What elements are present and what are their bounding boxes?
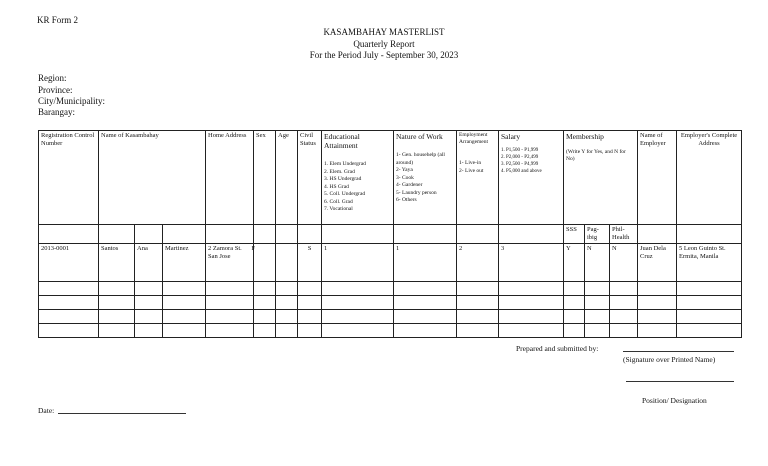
cell-first-name: Ana bbox=[135, 244, 163, 282]
work-option: 3- Cook bbox=[396, 174, 414, 181]
salary-option: 4. P5,000 and above bbox=[501, 169, 542, 174]
table-row bbox=[39, 324, 742, 338]
cell-civil-status: S bbox=[298, 244, 322, 282]
document-subtitle: Quarterly Report bbox=[353, 39, 415, 49]
date-line bbox=[58, 413, 186, 414]
header-educ-label: Educational Attainment bbox=[324, 132, 360, 150]
subheader-philhealth: Phil-Health bbox=[610, 225, 638, 244]
header-nature-label: Nature of Work bbox=[396, 132, 443, 141]
work-option: 2- Yaya bbox=[396, 167, 413, 173]
cell-philhealth: N bbox=[610, 244, 638, 282]
signature-line bbox=[623, 351, 734, 352]
header-salary-label: Salary bbox=[501, 132, 521, 141]
salary-option: 3. P2,500 - P4,999 bbox=[501, 162, 539, 167]
header-employer-name: Name of Employer bbox=[638, 131, 677, 225]
cell-home-address-text: 2 Zamora St. San Jose bbox=[208, 245, 242, 260]
header-row bbox=[39, 131, 742, 225]
city-label: City/Municipality: bbox=[38, 96, 105, 106]
header-salary bbox=[499, 131, 564, 225]
work-option: 4- Gardener bbox=[396, 182, 423, 188]
table-row bbox=[39, 296, 742, 310]
cell-educ: 1 bbox=[322, 244, 394, 282]
report-period: For the Period July - September 30, 2023 bbox=[309, 50, 459, 60]
salary-option: 2. P2,000 - P2,499 bbox=[501, 155, 539, 160]
form-code: KR Form 2 bbox=[37, 15, 79, 25]
header-civil: Civil Status bbox=[298, 131, 322, 225]
educ-option: 7. Vocational bbox=[324, 206, 353, 212]
header-nature bbox=[394, 131, 457, 225]
signature-caption: (Signature over Printed Name) bbox=[623, 355, 716, 364]
subheader-sss: SSS bbox=[564, 225, 585, 244]
header-name: Name of Kasambahay bbox=[99, 131, 206, 225]
employment-options bbox=[459, 160, 496, 175]
table-row bbox=[39, 244, 742, 282]
educ-option: 4. HS Grad bbox=[324, 183, 349, 190]
educ-option: 5. Coll. Undergrad bbox=[324, 191, 366, 197]
header-reg-no: Registration Control Number bbox=[39, 131, 99, 225]
cell-sex bbox=[254, 244, 276, 282]
province-label: Province: bbox=[38, 85, 73, 95]
subheader-pagibig: Pag-ibig bbox=[585, 225, 610, 244]
cell-employer-name: Juan Dela Cruz bbox=[638, 244, 677, 282]
header-membership-label: Membership bbox=[566, 132, 604, 141]
cell-sex-value: F bbox=[251, 245, 255, 252]
position-caption: Position/ Designation bbox=[642, 396, 707, 405]
cell-employment: 2 bbox=[457, 244, 499, 282]
header-employment bbox=[457, 131, 499, 225]
employment-option: 2- Live out bbox=[459, 167, 484, 174]
cell-sss: Y bbox=[564, 244, 585, 282]
cell-employer-address: 5 Leon Guinto St. Ermita, Manila bbox=[677, 244, 742, 282]
header-address: Home Address bbox=[206, 131, 254, 225]
educ-options bbox=[324, 161, 391, 214]
cell-reg-no: 2013-0001 bbox=[39, 244, 99, 282]
cell-age bbox=[276, 244, 298, 282]
salary-option: 1. P1,500 - P1,999 bbox=[501, 148, 539, 153]
document-title: KASAMBAHAY MASTERLIST bbox=[323, 27, 445, 37]
barangay-label: Barangay: bbox=[38, 107, 75, 117]
educ-option: 3. HS Undergrad bbox=[324, 176, 362, 182]
table-row bbox=[39, 310, 742, 324]
cell-nature: 1 bbox=[394, 244, 457, 282]
header-employer-address: Employer's Complete Address bbox=[677, 131, 742, 225]
work-options bbox=[396, 152, 454, 205]
educ-option: 6. Coll. Grad bbox=[324, 198, 353, 205]
work-option: 5- Laundry person bbox=[396, 189, 437, 196]
masterlist-table bbox=[38, 130, 742, 338]
salary-options bbox=[501, 147, 561, 175]
work-option: 6- Others bbox=[396, 197, 417, 203]
educ-option: 2. Elem. Grad bbox=[324, 168, 355, 175]
position-line bbox=[626, 381, 734, 382]
subheader-row bbox=[39, 225, 742, 244]
header-employment-label: Employment Arrangement bbox=[459, 132, 489, 145]
employment-option: 1- Live-in bbox=[459, 160, 482, 166]
cell-home-address bbox=[206, 244, 254, 282]
cell-middle-name: Martinez bbox=[163, 244, 206, 282]
educ-option: 1. Elem Undergrad bbox=[324, 161, 366, 167]
cell-pagibig: N bbox=[585, 244, 610, 282]
cell-salary: 3 bbox=[499, 244, 564, 282]
header-educ bbox=[322, 131, 394, 225]
region-label: Region: bbox=[38, 73, 67, 83]
header-membership bbox=[564, 131, 638, 225]
prepared-by-label: Prepared and submitted by: bbox=[516, 344, 599, 353]
membership-note: (Write Y for Yes, and N for No) bbox=[566, 149, 626, 162]
work-option: 1- Gen. househelp (all around) bbox=[396, 152, 445, 166]
table-row bbox=[39, 282, 742, 296]
cell-last-name: Santos bbox=[99, 244, 135, 282]
header-age: Age bbox=[276, 131, 298, 225]
header-sex: Sex bbox=[254, 131, 276, 225]
date-label: Date: bbox=[38, 406, 55, 415]
